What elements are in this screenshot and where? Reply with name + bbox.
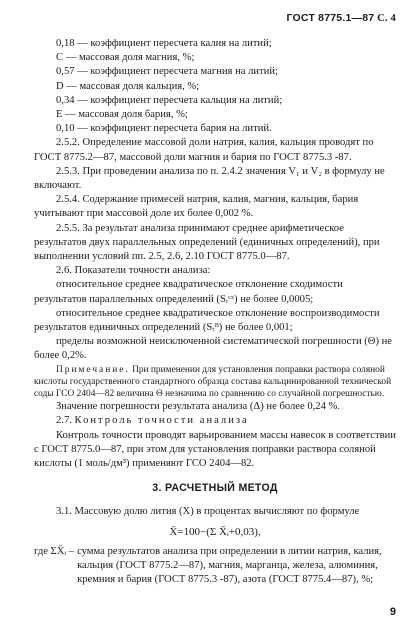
paragraph-2-6: 2.6. Показатели точности анализа: bbox=[56, 265, 211, 277]
formula-explanation bbox=[34, 545, 396, 588]
paragraph-2-5-2: 2.5.2. Определение массовой доли натрия, калия, кальция проводят по ГОСТ 8775.2—87, массовой доли магния и бария по ГОСТ 8775.3 -87. bbox=[34, 137, 374, 163]
coefficient-line: 0,57 — коэффициент пересчета магния на литий; bbox=[56, 66, 278, 78]
paragraph-2-6-systematic-error: пределы возможной неисключенной систематической погрешности (Θ) не более 0,2%. bbox=[34, 336, 392, 362]
coefficient-line: 0,34 — коэффициент пересчета кальция на литий; bbox=[56, 94, 283, 106]
coefficient-line: 0,18 — коэффициент пересчета калия на литий; bbox=[56, 38, 272, 49]
paragraph-2-5-4: 2.5.4. Содержание примесей натрия, калия, магния, кальция, бария учитывают при массовой доле их более 0,002 %. bbox=[34, 194, 359, 220]
paragraph-2-7-heading bbox=[34, 414, 396, 428]
formula: X̄=100−(Σ X̄ᵢ+0,03), bbox=[169, 525, 261, 538]
page-label: С. 4 bbox=[377, 13, 396, 24]
formula-explanation-lead: где ΣX̄ᵢ – bbox=[34, 545, 75, 557]
note bbox=[34, 364, 396, 401]
standard-code: ГОСТ 8775.1—87 bbox=[286, 12, 375, 24]
note-label: Примечание. bbox=[56, 364, 130, 375]
paragraph-2-5-3: 2.5.3. При проведении анализа по п. 2.4.2 значения V₁ и V₂ в формулу не включают. bbox=[34, 165, 385, 192]
paragraph-2-7-number: 2.7. bbox=[56, 415, 72, 427]
variable-definition: C — массовая доля магния, %; bbox=[56, 52, 195, 64]
variable-definition: E — массовая доля бария, %; bbox=[56, 109, 188, 121]
paragraph-2-6-reproducibility: относительное среднее квадратическое отклонение воспроизводимости результатов единичных определений (Sᵣᴮ) не более 0,001; bbox=[34, 307, 380, 334]
paragraph-2-6-error-value: Значение погрешности результата анализа (Δ) не более 0,24 %. bbox=[56, 401, 340, 413]
paragraph-2-7-text: Контроль точности проводят варьированием массы навесок в соответствии с ГОСТ 8775.0—87, при этом для установления поправки раствора соляной кислоты (1 моль/дм³) применяют ГСО 2404—82. bbox=[34, 429, 396, 470]
variable-definition: D — массовая доля кальция, %; bbox=[56, 80, 200, 92]
coefficient-line: 0,10 — коэффициент пересчета бария на литий. bbox=[56, 123, 272, 135]
paragraph-3-1: 3.1. Массовую долю лития (X) в процентах вычисляют по формуле bbox=[56, 505, 360, 517]
section-heading: 3. РАСЧЕТНЫЙ МЕТОД bbox=[152, 482, 278, 495]
running-header bbox=[287, 12, 396, 24]
paragraph-2-7-title: Контроль точности анализа bbox=[74, 415, 249, 427]
paragraph-2-5-5: 2.5.5. За результат анализа принимают среднее арифметическое результатов двух параллельных определений (единичных определений), при выполнении условий пп. 2.5, 2.6, 2.10 ГОСТ 8775.0—87. bbox=[34, 222, 380, 263]
page-body bbox=[34, 37, 396, 588]
note-text: При применении для установления поправки раствора соляной кислоты государственного стандартного образца состава кальцинированной технической соды ГСО 2404—82 величина Θ незначима по сравнению со случайной погрешностью. bbox=[34, 364, 392, 400]
page-number: 9 bbox=[389, 606, 396, 618]
formula-explanation-text: сумма результатов анализа при определении в литии натрия, калия, кальция (ГОСТ 8775.2—87), магния, марганца, железа, алюминия, кремния и бария (ГОСТ 8775.3 -87), азота (ГОСТ 8775.4—87), %; bbox=[77, 545, 382, 586]
paragraph-2-6-repeatability: относительное среднее квадратическое отклонение сходимости результатов параллельных определений (Sᵣᶜˣ) не более 0,0005; bbox=[34, 279, 343, 305]
